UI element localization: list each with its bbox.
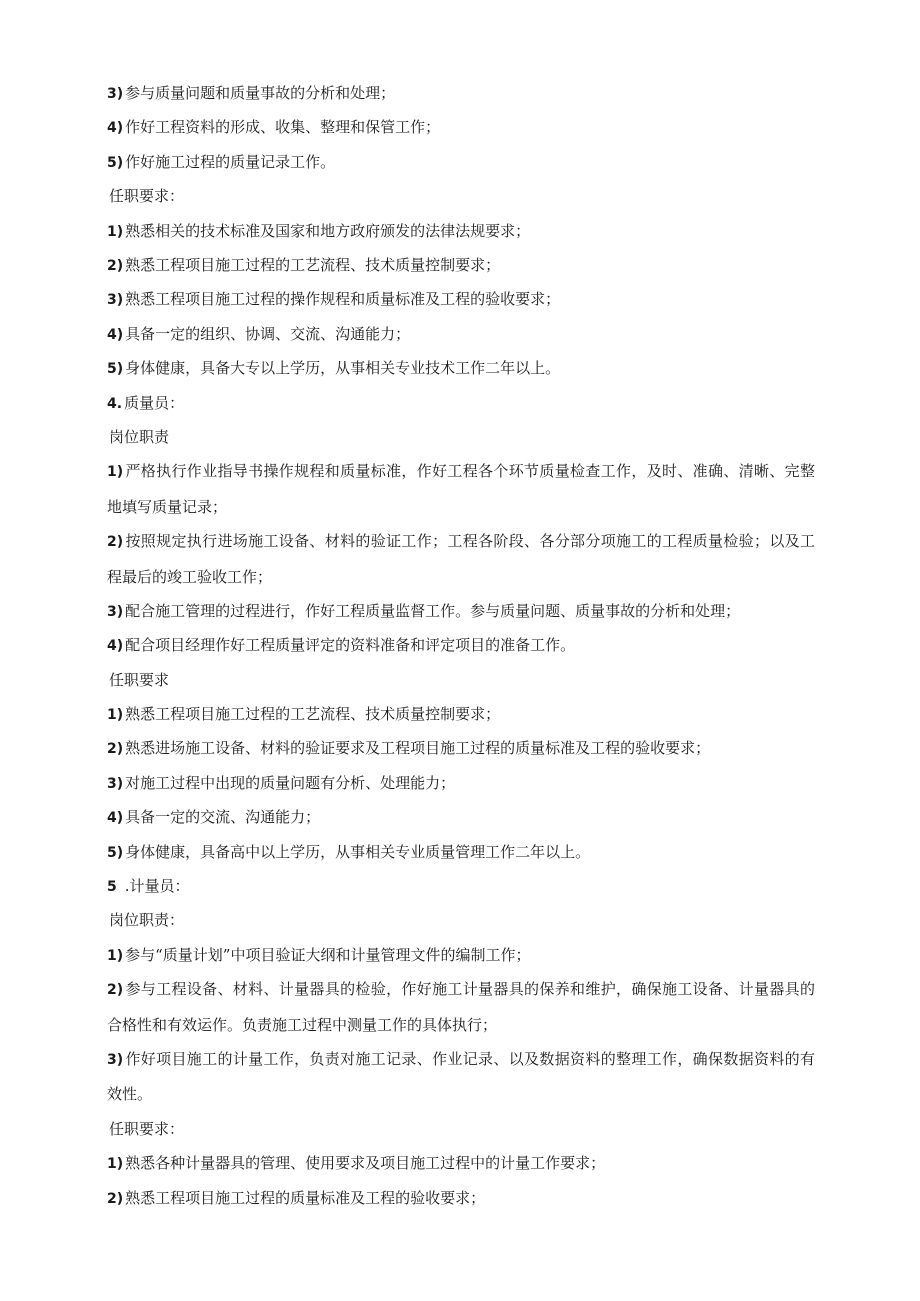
section-heading	[107, 386, 815, 420]
line-text: 熟悉工程项目施工过程的工艺流程、技术质量控制要求；	[125, 705, 501, 724]
text-line	[107, 766, 815, 800]
line-text: 熟悉各种计量器具的管理、使用要求及项目施工过程中的计量工作要求；	[125, 1154, 606, 1173]
line-text: 参与“质量计划”中项目验证大纲和计量管理文件的编制工作；	[125, 945, 531, 964]
text-line	[107, 214, 815, 248]
item-number: 2)	[107, 257, 124, 274]
line-text: 熟悉相关的技术标准及国家和地方政府颁发的法律法规要求；	[125, 221, 531, 240]
line-text: 参与工程设备、材料、计量器具的检验，作好施工计量器具的保养和维护，确保施工设备、计量器具的合格性和有效运作。负责施工过程中测量工作的具体执行；	[107, 980, 815, 1034]
item-number: 1)	[107, 947, 124, 964]
line-text: 质量员：	[124, 393, 185, 412]
document-body	[107, 76, 815, 1215]
text-line	[107, 317, 815, 351]
text-line	[107, 145, 815, 179]
text-line	[107, 835, 815, 869]
line-text: 严格执行作业指导书操作规程和质量标准，作好工程各个环节质量检查工作，及时、准确、清晰、完整地填写质量记录；	[107, 462, 815, 516]
line-text: .计量员：	[124, 877, 190, 896]
line-text: 按照规定执行进场施工设备、材料的验证工作；工程各阶段、各分部分项施工的工程质量检验；以及工程最后的竣工验收工作；	[107, 532, 815, 586]
item-number: 2)	[107, 534, 124, 551]
item-number: 1)	[107, 464, 124, 481]
item-number: 3)	[107, 292, 124, 309]
line-text: 任职要求：	[109, 1119, 185, 1138]
line-text: 具备一定的组织、协调、交流、沟通能力；	[125, 324, 411, 343]
section-heading	[107, 869, 815, 903]
text-paragraph	[107, 524, 815, 594]
line-text: 身体健康，具备大专以上学历，从事相关专业技术工作二年以上。	[125, 359, 561, 378]
text-line	[107, 248, 815, 282]
section-label	[107, 420, 815, 454]
text-line	[107, 594, 815, 628]
section-label	[107, 903, 815, 937]
item-number: 2)	[107, 1190, 124, 1207]
item-number: 4)	[107, 638, 124, 655]
item-number: 5)	[107, 844, 124, 861]
line-text: 具备一定的交流、沟通能力；	[125, 808, 321, 827]
line-text: 参与质量问题和质量事故的分析和处理；	[125, 84, 396, 102]
item-number: 2)	[107, 741, 124, 758]
text-line	[107, 800, 815, 834]
text-line	[107, 110, 815, 144]
section-label	[107, 663, 815, 697]
line-text: 熟悉工程项目施工过程的质量标准及工程的验收要求；	[125, 1188, 486, 1207]
item-number: 3)	[107, 1052, 124, 1069]
line-text: 作好施工过程的质量记录工作。	[125, 152, 336, 171]
text-line	[107, 282, 815, 316]
text-paragraph	[107, 972, 815, 1042]
item-number: 5)	[107, 154, 124, 171]
text-line	[107, 697, 815, 731]
text-paragraph	[107, 1042, 815, 1112]
section-label	[107, 1112, 815, 1146]
item-number: 5)	[107, 361, 124, 378]
line-text: 熟悉进场施工设备、材料的验证要求及工程项目施工过程的质量标准及工程的验收要求；	[125, 739, 711, 758]
line-text: 作好工程资料的形成、收集、整理和保管工作；	[125, 118, 441, 137]
item-number: 4.	[107, 395, 123, 412]
text-line	[107, 628, 815, 662]
item-number: 3)	[107, 86, 124, 102]
text-line	[107, 938, 815, 972]
text-line	[107, 1146, 815, 1180]
item-number: 4)	[107, 120, 124, 137]
item-number: 1)	[107, 707, 124, 724]
line-text: 岗位职责	[109, 427, 170, 446]
item-number: 4)	[107, 810, 124, 827]
line-text: 对施工过程中出现的质量问题有分析、处理能力；	[125, 773, 456, 792]
item-number: 4)	[107, 326, 124, 343]
section-label	[107, 179, 815, 213]
text-line	[107, 351, 815, 385]
line-text: 任职要求	[109, 670, 170, 689]
line-text: 熟悉工程项目施工过程的工艺流程、技术质量控制要求；	[125, 255, 501, 274]
line-text: 身体健康，具备高中以上学历，从事相关专业质量管理工作二年以上。	[125, 842, 591, 861]
text-paragraph	[107, 454, 815, 524]
line-text: 作好项目施工的计量工作，负责对施工记录、作业记录、以及数据资料的整理工作，确保数据资料的有效性。	[107, 1050, 815, 1104]
line-text: 岗位职责：	[109, 911, 185, 930]
item-number: 1)	[107, 1156, 124, 1173]
item-number: 2)	[107, 982, 124, 999]
line-text: 任职要求：	[109, 187, 185, 206]
line-text: 配合施工管理的过程进行，作好工程质量监督工作。参与质量问题、质量事故的分析和处理；	[125, 601, 741, 620]
text-line	[107, 731, 815, 765]
item-number: 5	[107, 879, 117, 896]
text-line	[107, 1181, 815, 1215]
item-number: 3)	[107, 775, 124, 792]
item-number: 1)	[107, 223, 124, 240]
line-text: 配合项目经理作好工程质量评定的资料准备和评定项目的准备工作。	[125, 636, 576, 655]
line-text: 熟悉工程项目施工过程的操作规程和质量标准及工程的验收要求；	[125, 290, 561, 309]
item-number: 3)	[107, 603, 124, 620]
text-line	[107, 76, 815, 110]
